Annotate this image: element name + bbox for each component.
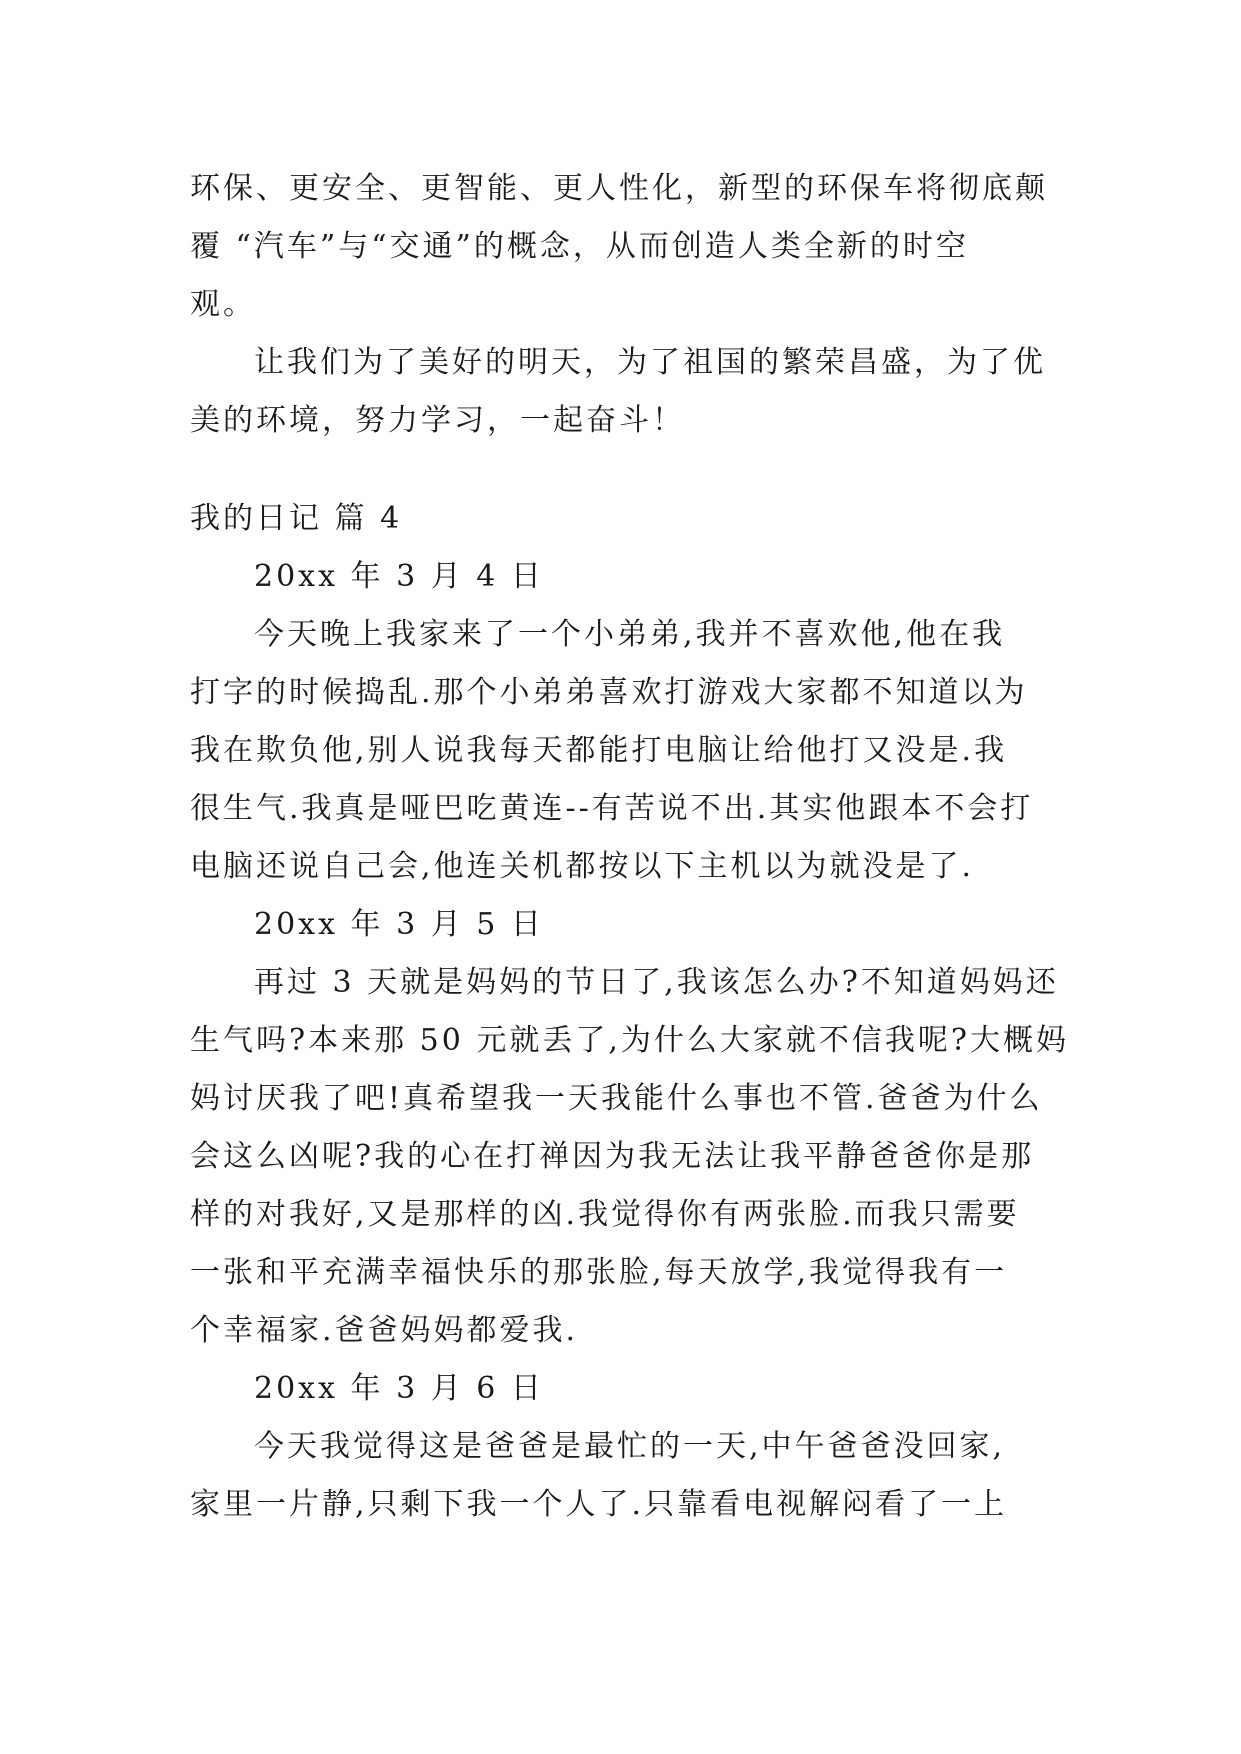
paragraph-line: 很生气.我真是哑巴吃黄连--有苦说不出.其实他跟本不会打 (190, 791, 1034, 826)
paragraph-line: 个幸福家.爸爸妈妈都爱我. (190, 1313, 579, 1348)
section-spacer (190, 450, 1060, 490)
paragraph-line: 一张和平充满幸福快乐的那张脸,每天放学,我觉得我有一 (190, 1255, 1008, 1290)
paragraph-line: 再过 3 天就是妈妈的节日了,我该怎么办?不知道妈妈还 (254, 965, 1059, 1000)
paragraph-line: 会这么凶呢?我的心在打禅因为我无法让我平静爸爸你是那 (190, 1139, 1035, 1174)
entry-date: 20xx 年 3 月 6 日 (254, 1371, 544, 1406)
paragraph-line: 美的环境，努力学习，一起奋斗！ (190, 403, 685, 438)
paragraph-line: 电脑还说自己会,他连关机都按以下主机以为就没是了. (190, 849, 975, 884)
section-heading: 我的日记 篇 4 (190, 501, 403, 536)
paragraph-line: 观。 (190, 287, 256, 322)
entry-date: 20xx 年 3 月 5 日 (254, 907, 544, 942)
paragraph-line: 今天晚上我家来了一个小弟弟,我并不喜欢他,他在我 (254, 617, 1006, 652)
paragraph-line: 生气吗?本来那 50 元就丢了,为什么大家就不信我呢?大概妈 (190, 1023, 1069, 1058)
document-body (190, 160, 1069, 1534)
paragraph-line: 样的对我好,又是那样的凶.我觉得你有两张脸.而我只需要 (190, 1197, 1020, 1232)
paragraph-line: 今天我觉得这是爸爸是最忙的一天,中午爸爸没回家, (254, 1429, 1006, 1464)
paragraph-line: 家里一片静,只剩下我一个人了.只靠看电视解闷看了一上 (190, 1487, 1008, 1522)
paragraph-line: 覆 “汽车”与“交通”的概念，从而创造人类全新的时空 (190, 229, 969, 264)
entry-date: 20xx 年 3 月 4 日 (254, 559, 544, 594)
paragraph-line: 妈讨厌我了吧!真希望我一天我能什么事也不管.爸爸为什么 (190, 1081, 1043, 1116)
paragraph-line: 让我们为了美好的明天，为了祖国的繁荣昌盛，为了优 (254, 345, 1046, 380)
paragraph-line: 打字的时候捣乱.那个小弟弟喜欢打游戏大家都不知道以为 (190, 675, 1028, 710)
paragraph-line: 环保、更安全、更智能、更人性化，新型的环保车将彻底颠 (190, 171, 1048, 206)
paragraph-line: 我在欺负他,别人说我每天都能打电脑让给他打又没是.我 (190, 733, 1008, 768)
